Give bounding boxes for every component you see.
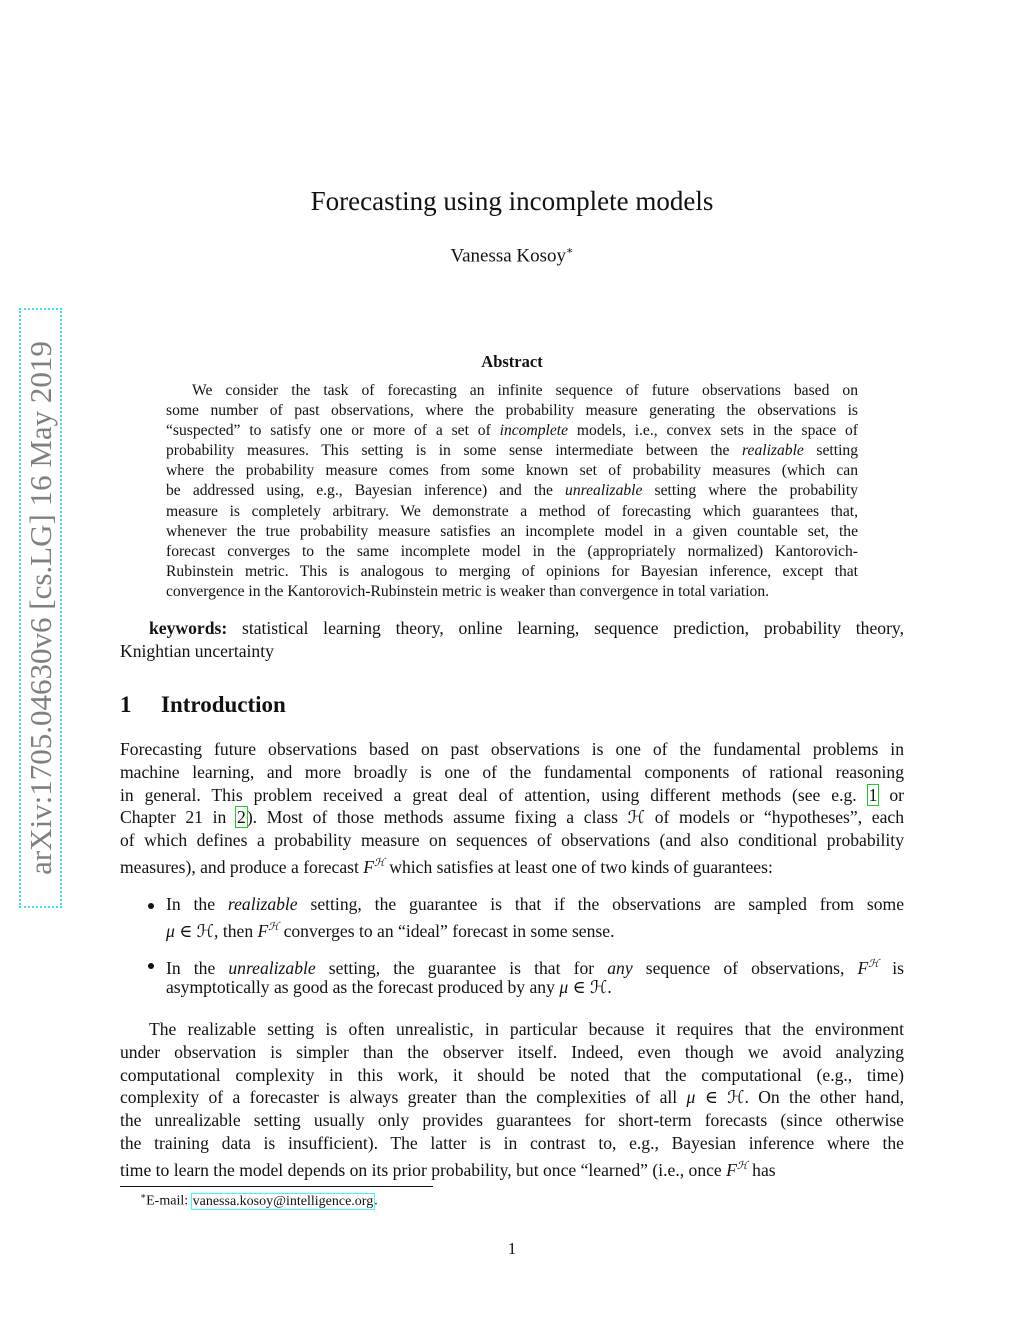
italic-text: F (857, 958, 869, 978)
italic-text: μ (686, 1087, 696, 1108)
footnote-mark: ∗ (140, 1191, 147, 1201)
text-run: setting (803, 442, 859, 460)
superscript: ℋ (268, 920, 280, 933)
text-run: setting, the guarantee is that if the observations are sampled from some (297, 894, 904, 914)
text-line (120, 1086, 904, 1109)
bullet-unrealizable (166, 953, 904, 999)
text-line (166, 502, 858, 522)
text-line (120, 1155, 904, 1182)
text-run: ∈ ℋ. On the other hand, (695, 1087, 904, 1108)
bullet-icon (148, 963, 154, 969)
text-run: We consider the task of forecasting an infinite sequence of future observations based on (192, 382, 858, 399)
text-line (166, 582, 858, 602)
text-run: “suspected” to satisfy one or more of a set of (166, 422, 500, 440)
text-line (166, 461, 858, 481)
footnote-label: E-mail: (146, 1193, 192, 1209)
text-line (120, 1041, 904, 1064)
superscript: ℋ (868, 958, 880, 970)
citation-link[interactable]: 2 (237, 807, 246, 828)
text-run: measure is completely arbitrary. We demonstrate a method of forecasting which guarantees that, (166, 502, 858, 520)
italic-text: unrealizable (565, 482, 643, 500)
text-run: some number of past observations, where the probability measure generating the observations is (166, 402, 858, 420)
section-number: 1 (120, 692, 132, 717)
footnote (140, 1191, 378, 1210)
text-line (166, 441, 858, 461)
footnote-mark[interactable]: ∗ (566, 245, 574, 257)
text-line (120, 1109, 904, 1132)
footnote-trail: . (374, 1193, 378, 1209)
text-run: probability measures. This setting is in some sense intermediate between the (166, 442, 743, 460)
bullet-icon (148, 903, 154, 909)
italic-text: F (257, 920, 269, 941)
abstract-heading: Abstract (481, 352, 543, 371)
arxiv-identifier[interactable]: arXiv:1705.04630v6 [cs.LG] 16 May 2019 (22, 341, 58, 875)
text-run: is (879, 958, 904, 978)
footnote-rule (120, 1186, 433, 1187)
text-line (120, 640, 904, 663)
citation-link[interactable]: 1 (868, 784, 878, 805)
text-line (166, 976, 904, 999)
text-line (120, 1018, 904, 1041)
author-name: Vanessa Kosoy (450, 245, 567, 267)
text-line (166, 916, 904, 943)
text-line (120, 806, 904, 829)
keywords (120, 617, 904, 663)
text-line (120, 1132, 904, 1155)
email-link[interactable]: vanessa.kosoy@intelligence.org (192, 1193, 374, 1209)
italic-text: F (726, 1159, 737, 1180)
text-run: whenever the true probability measure satisfies an incomplete model in a given countable set, the (166, 522, 858, 540)
text-line (166, 421, 858, 441)
text-run: setting, the guarantee is that for (315, 958, 608, 978)
italic-text: unrealizable (228, 958, 316, 978)
text-run: of which defines a probability measure on sequences of observations (and also conditional probability (120, 830, 904, 851)
text-line (166, 401, 858, 421)
text-run: machine learning, and more broadly is one of the fundamental components of rational reasoning (120, 761, 904, 782)
text-run: In the (166, 894, 228, 914)
text-line (166, 522, 858, 542)
text-run: or (878, 784, 904, 805)
italic-text: realizable (742, 442, 804, 460)
text-run: Rubinstein metric. This is analogous to merging of opinions for Bayesian inference, except that (166, 562, 858, 580)
abstract-body (166, 381, 858, 602)
text-run: in general. This problem received a great deal of attention, using different methods (see e.g. (120, 784, 868, 805)
page-number: 1 (507, 1239, 517, 1258)
text-run: the unrealizable setting usually only provides guarantees for short-term forecasts (since otherwise (120, 1110, 904, 1131)
text-run: sequence of observations, (632, 958, 858, 978)
text-run: complexity of a forecaster is always greater than the complexities of all (120, 1087, 687, 1108)
text-run: statistical learning theory, online learning, sequence prediction, probability theory, (227, 618, 904, 638)
text-line (120, 617, 904, 640)
text-line (166, 381, 858, 401)
text-run: convergence in the Kantorovich-Rubinstein metric is weaker than convergence in total variation. (166, 582, 770, 600)
superscript: ℋ (374, 856, 385, 869)
text-run: computational complexity in this work, it should be noted that the computational (e.g., time) (120, 1064, 904, 1085)
text-line (166, 562, 858, 582)
italic-text: any (607, 958, 633, 978)
text-run: In the (166, 958, 229, 978)
paper-title: Forecasting using incomplete models (310, 186, 714, 216)
text-run: which satisfies at least one of two kinds of guarantees: (384, 856, 773, 877)
author (0, 244, 1024, 267)
text-line (120, 829, 904, 852)
text-run: models, i.e., convex sets in the space of (568, 422, 858, 440)
text-line (166, 893, 904, 916)
bold-text: keywords: (149, 618, 228, 638)
italic-text: μ (559, 976, 569, 997)
text-run: ). Most of those methods assume fixing a class ℋ of models or “hypotheses”, each (246, 807, 905, 828)
text-run: ∈ ℋ. (568, 976, 612, 997)
text-run: where the probability measure comes from some known set of probability measures (which can (166, 462, 858, 480)
text-run: be addressed using, e.g., Bayesian inference) and the (166, 482, 566, 500)
text-run: the training data is insufficient). The latter is in contrast to, e.g., Bayesian inference where the (120, 1132, 904, 1153)
text-run: under observation is simpler than the observer itself. Indeed, even though we avoid analyzing (120, 1041, 904, 1062)
bullet-realizable (166, 893, 904, 943)
arxiv-stamp[interactable] (19, 308, 62, 908)
intro-paragraph-1 (120, 738, 904, 879)
text-run: has (747, 1159, 776, 1180)
text-run: setting where the probability (642, 482, 858, 500)
text-line (166, 953, 904, 976)
text-line (166, 542, 858, 562)
italic-text: incomplete (499, 422, 569, 440)
text-run: asymptotically as good as the forecast produced by any (166, 976, 560, 997)
text-run: ∈ ℋ, then (174, 920, 258, 941)
text-run: The realizable setting is often unrealistic, in particular because it requires that the environment (149, 1019, 904, 1039)
text-line (120, 852, 904, 879)
text-run: converges to an “ideal” forecast in some sense. (279, 920, 615, 941)
text-line (166, 481, 858, 501)
text-run: Knightian uncertainty (120, 640, 274, 661)
text-run: forecast converges to the same incomplete model in the (appropriately normalized) Kantorovich- (166, 542, 858, 560)
text-line (120, 1064, 904, 1087)
italic-text: realizable (227, 894, 298, 914)
section-title: Introduction (161, 692, 286, 717)
text-run: Forecasting future observations based on past observations is one of the fundamental problems in (120, 739, 904, 759)
text-line (120, 761, 904, 784)
italic-text: F (363, 856, 375, 877)
text-run: Chapter 21 in (120, 807, 237, 828)
text-run: measures), and produce a forecast (120, 856, 364, 877)
italic-text: μ (166, 920, 175, 941)
intro-paragraph-2 (120, 1018, 904, 1182)
superscript: ℋ (736, 1159, 748, 1172)
text-line (120, 784, 904, 807)
text-run: time to learn the model depends on its prior probability, but once “learned” (i.e., once (120, 1159, 727, 1180)
section-heading (120, 692, 286, 718)
text-line (120, 738, 904, 761)
